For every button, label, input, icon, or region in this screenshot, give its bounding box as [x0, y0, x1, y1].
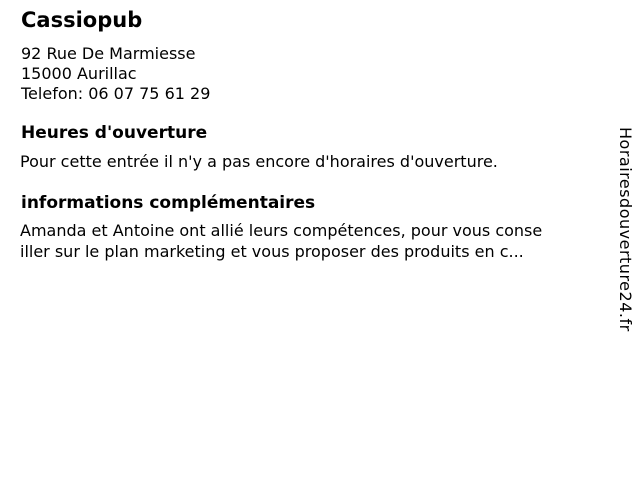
additional-info-heading: informations complémentaires: [21, 193, 316, 213]
opening-hours-text: Pour cette entrée il n'y a pas encore d'horaires d'ouverture.: [20, 152, 498, 171]
additional-info-line1: Amanda et Antoine ont allié leurs compétences, pour vous conse: [20, 221, 543, 240]
site-watermark: Horairesdouverture24.fr: [616, 127, 635, 332]
address-block: [21, 44, 210, 104]
additional-info-text: [20, 220, 542, 262]
opening-hours-heading: Heures d'ouverture: [21, 123, 208, 143]
phone-line: Telefon: 06 07 75 61 29: [21, 84, 211, 103]
address-street: 92 Rue De Marmiesse: [21, 44, 196, 63]
additional-info-line2: iller sur le plan marketing et vous proposer des produits en c...: [20, 242, 524, 261]
address-city: 15000 Aurillac: [21, 64, 137, 83]
business-name: Cassiopub: [21, 8, 143, 32]
